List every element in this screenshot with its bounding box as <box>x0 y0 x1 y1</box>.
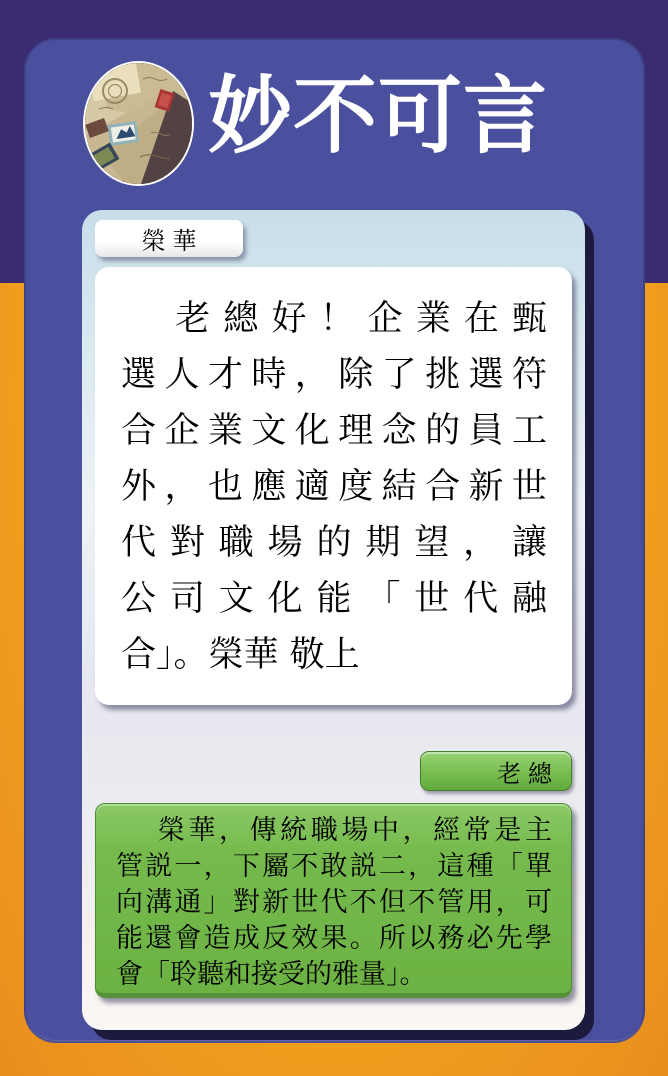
message-line: 管説一，下屬不敢説二，這種「單 <box>116 851 552 882</box>
message-line: 合」。榮華 敬上 <box>121 635 360 675</box>
message-line: 選人才時，除了挑選符 <box>121 355 547 395</box>
message-line: 外，也應適度結合新世 <box>121 467 547 507</box>
message-line: 會「聆聽和接受的雅量」。 <box>116 959 427 990</box>
message-line: 代對職場的期望，讓 <box>121 523 547 563</box>
message-line: 公司文化能「世代融 <box>121 579 547 619</box>
sender-tag-left: 榮華 <box>95 220 243 257</box>
sender-tag-right: 老總 <box>420 751 572 791</box>
message-line: 老總好！企業在甄 <box>175 299 547 339</box>
message-line: 合企業文化理念的員工 <box>121 411 547 451</box>
message-bubble-right <box>95 803 572 998</box>
message-line: 能還會造成反效果。所以務必先學 <box>116 923 552 954</box>
page-title: 妙不可言 <box>208 67 549 165</box>
message-line: 榮華，傳統職場中，經常是主 <box>157 815 552 846</box>
old-letters-photo-icon <box>85 63 192 184</box>
message-bubble-left <box>95 267 572 705</box>
avatar <box>83 61 194 186</box>
chat-panel <box>82 210 585 1030</box>
message-line: 向溝通」對新世代不但不管用，可 <box>116 887 552 918</box>
